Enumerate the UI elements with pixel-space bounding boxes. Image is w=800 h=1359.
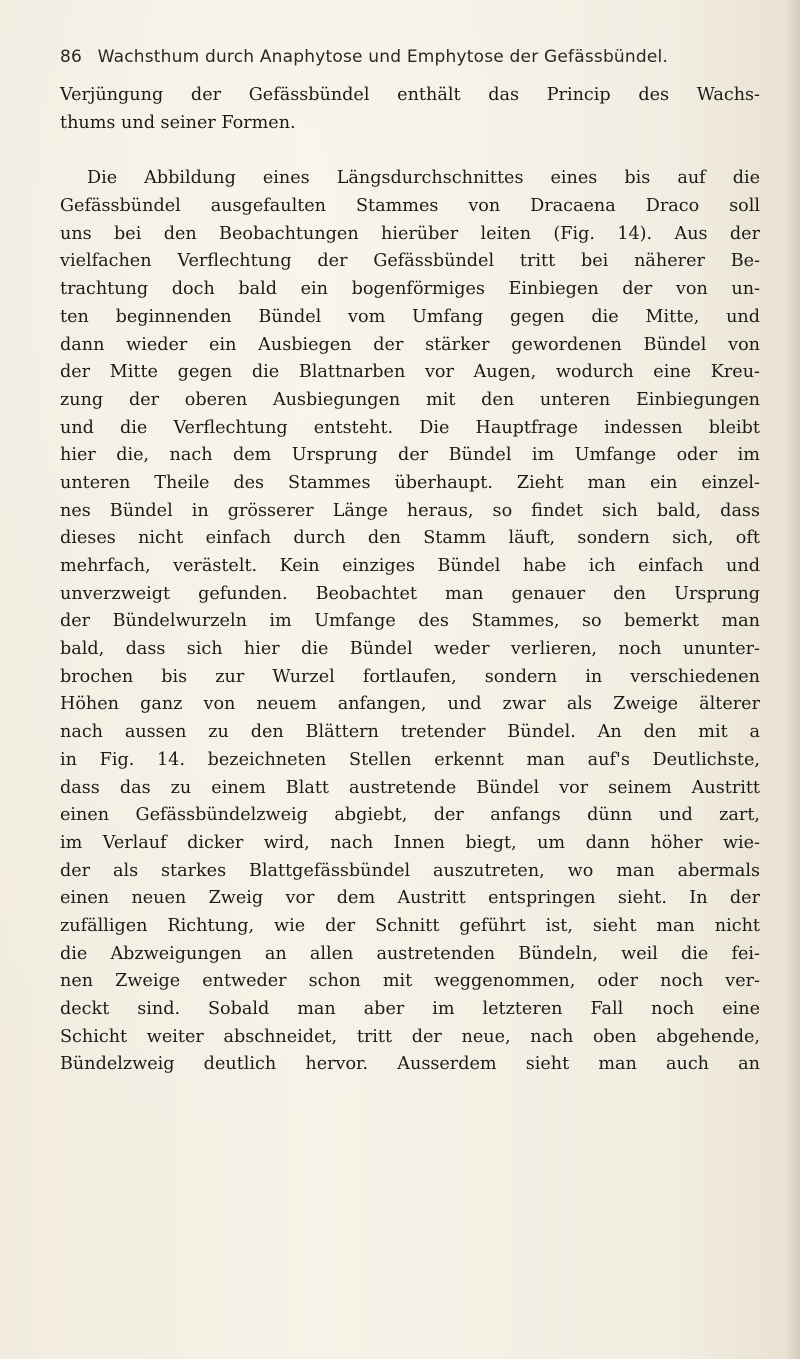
text-line: dass das zu einem Blatt austretende Bündel vor seinem Austritt (60, 777, 760, 798)
body-text (60, 82, 760, 1079)
text-line: Verjüngung der Gefässbündel enthält das Princip des Wachs- (60, 85, 760, 105)
text-line: nach aussen zu den Blättern tretender Bündel. An den mit a (60, 722, 760, 743)
text-line: hier die, nach dem Ursprung der Bündel im Umfange oder im (60, 445, 760, 466)
text-line: Bündelzweig deutlich hervor. Ausserdem sieht man auch an (60, 1054, 760, 1075)
show-through-line (60, 137, 760, 165)
text-line: brochen bis zur Wurzel fortlaufen, sondern in verschiedenen (60, 666, 760, 687)
text-line: nen Zweige entweder schon mit weggenommen, oder noch ver- (60, 971, 760, 992)
text-line: uns bei den Beobachtungen hierüber leiten (Fig. 14). Aus der (60, 223, 760, 244)
text-line: unverzweigt gefunden. Beobachtet man genauer den Ursprung (60, 583, 760, 604)
text-line: deckt sind. Sobald man aber im letzteren Fall noch eine (60, 999, 760, 1019)
text-line: der als starkes Blattgefässbündel auszutreten, wo man abermals (60, 860, 760, 881)
page-edge-shadow (786, 0, 800, 1359)
text-line: zung der oberen Ausbiegungen mit den unteren Einbiegungen (60, 389, 760, 410)
text-line: mehrfach, verästelt. Kein einziges Bündel habe ich einfach und (60, 556, 760, 576)
text-line: in Fig. 14. bezeichneten Stellen erkennt man auf's Deutlichste, (60, 749, 760, 770)
text-line: einen neuen Zweig vor dem Austritt entspringen sieht. In der (60, 888, 760, 909)
text-line: vielfachen Verflechtung der Gefässbündel tritt bei näherer Be- (60, 251, 760, 272)
running-header (60, 47, 760, 75)
text-line: Gefässbündel ausgefaulten Stammes von Dracaena Draco soll (60, 196, 760, 217)
text-line: trachtung doch bald ein bogenförmiges Einbiegen der von un- (60, 279, 760, 300)
text-line: Höhen ganz von neuem anfangen, und zwar als Zweige älterer (60, 694, 760, 715)
text-line: nes Bündel in grösserer Länge heraus, so findet sich bald, dass (60, 500, 760, 521)
text-line: dieses nicht einfach durch den Stamm läuft, sondern sich, oft (60, 528, 760, 549)
text-line: der Mitte gegen die Blattnarben vor Augen, wodurch eine Kreu- (60, 362, 760, 383)
page-number: 86 (60, 47, 83, 67)
text-line: Schicht weiter abschneidet, tritt der neue, nach oben abgehende, (60, 1026, 760, 1047)
text-line: bald, dass sich hier die Bündel weder verlieren, noch ununter- (60, 639, 760, 660)
text-line: unteren Theile des Stammes überhaupt. Zieht man ein einzel- (60, 472, 760, 493)
text-line: die Abzweigungen an allen austretenden Bündeln, weil die fei- (60, 943, 760, 964)
text-line: und die Verflechtung entsteht. Die Hauptfrage indessen bleibt (60, 417, 760, 438)
text-line: der Bündelwurzeln im Umfange des Stammes, so bemerkt man (60, 611, 760, 632)
text-line: dann wieder ein Ausbiegen der stärker gewordenen Bündel von (60, 334, 760, 355)
paragraph-2 (60, 165, 760, 1079)
running-title: Wachsthum durch Anaphytose und Emphytose der Gefässbündel. (97, 47, 669, 67)
text-line: ten beginnenden Bündel vom Umfang gegen die Mitte, und (60, 306, 760, 327)
text-line: thums und seiner Formen. (60, 112, 296, 133)
text-line: einen Gefässbündelzweig abgiebt, der anfangs dünn und zart, (60, 805, 760, 826)
paragraph-1 (60, 82, 760, 137)
text-line: im Verlauf dicker wird, nach Innen biegt, um dann höher wie- (60, 832, 760, 853)
text-line: zufälligen Richtung, wie der Schnitt geführt ist, sieht man nicht (60, 915, 760, 936)
text-line: Die Abbildung eines Längsdurchschnittes eines bis auf die (87, 168, 760, 189)
